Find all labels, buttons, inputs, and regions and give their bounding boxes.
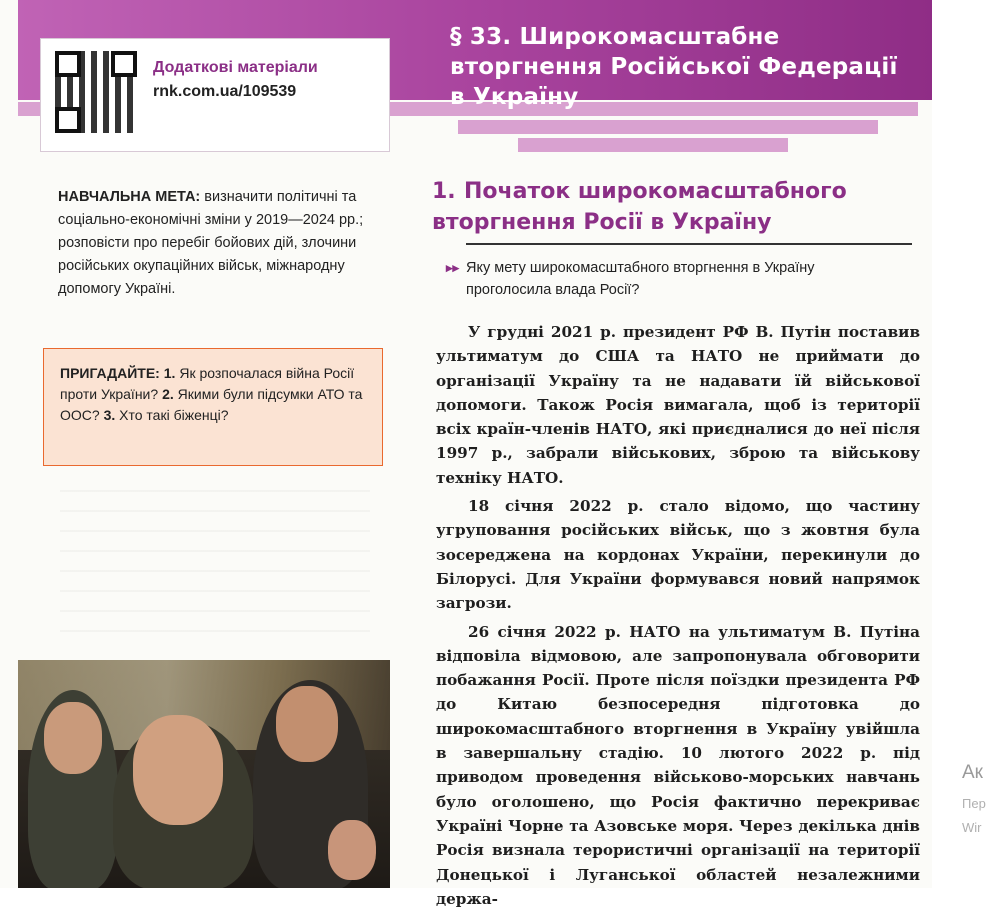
double-arrow-icon: ▸▸ [446, 260, 460, 275]
remember-question-3: Хто такі біженці? [119, 407, 229, 423]
materials-link[interactable]: rnk.com.ua/109539 [153, 83, 297, 100]
remember-label: ПРИГАДАЙТЕ: [60, 365, 160, 381]
guiding-question-text: Яку мету широкомасштабного вторгнення в Україну проголосила влада Росії? [466, 260, 815, 298]
subsection-heading [432, 176, 922, 238]
body-text [436, 320, 920, 911]
additional-materials-box[interactable] [40, 38, 390, 152]
heading-rule [466, 243, 912, 245]
remember-question-2: Якими були підсумки АТО та ООС? [60, 386, 363, 423]
learning-goal-text: визначити політичні та соціально-економічні зміни у 2019—2024 рр.; розповісти про перебіг бойових дій, злочини російських окупаційних військ, міжнародну допомогу Україні. [58, 189, 364, 297]
guiding-question [448, 257, 898, 301]
leaders-photo [18, 660, 390, 888]
section-title: § 33. Широкомасштабне вторгнення Російської Федерації в Україну [450, 24, 898, 110]
learning-goal-label: НАВЧАЛЬНА МЕТА: [58, 189, 201, 205]
remember-number-1: 1. [163, 365, 176, 381]
learning-goal [58, 186, 378, 301]
paragraph: 26 січня 2022 р. НАТО на ультиматум В. Путіна відповіла відмовою, але запропонувала обговорити побажання Росії. Проте після поїздки президента РФ до Китаю безпосередня підготовка до широкомасштабного вторгнення в Україну увійшла в завершальну стадію. 10 лютого 2022 р. під приводом проведення військово-морських навчань було оголошено, що Росія фактично перекриває Україні Чорне та Азовське моря. Через декілька днів Росія визнала терористичні організації на території Донецької і Луганської областей незалежними держа- [436, 622, 920, 908]
right-margin [932, 0, 987, 888]
remember-question-1: Як розпочалася війна Росії проти України? [60, 365, 355, 402]
activation-watermark-line: Wir [962, 820, 982, 835]
activation-watermark-line: Пер [962, 796, 986, 811]
subsection-number: 1. [432, 179, 456, 204]
remember-box [43, 348, 383, 466]
paragraph: У грудні 2021 р. президент РФ В. Путін поставив ультиматум до США та НАТО не приймати до організації Україну та не надавати їй військової допомоги. Також Росія вимагала, щоб із території всіх країн-членів НАТО, які приєдналися до неї після 1997 р., забрали військових, зброю та військову техніку НАТО. [436, 323, 920, 487]
remember-number-3: 3. [103, 407, 116, 423]
paragraph: 18 січня 2022 р. стало відомо, що частину угруповання російських військ, що з жовтня була зосереджена на кордонах України, перекинули до Білорусі. Для України формувався новий напрямок загрози. [436, 497, 920, 613]
additional-materials-label: Додаткові матеріали [153, 59, 318, 76]
remember-number-2: 2. [162, 386, 174, 402]
faint-bleed-through [60, 480, 370, 650]
activation-watermark-title: Ак [962, 762, 983, 783]
subsection-title: Початок широкомасштабного вторгнення Росії в Україну [432, 179, 847, 235]
